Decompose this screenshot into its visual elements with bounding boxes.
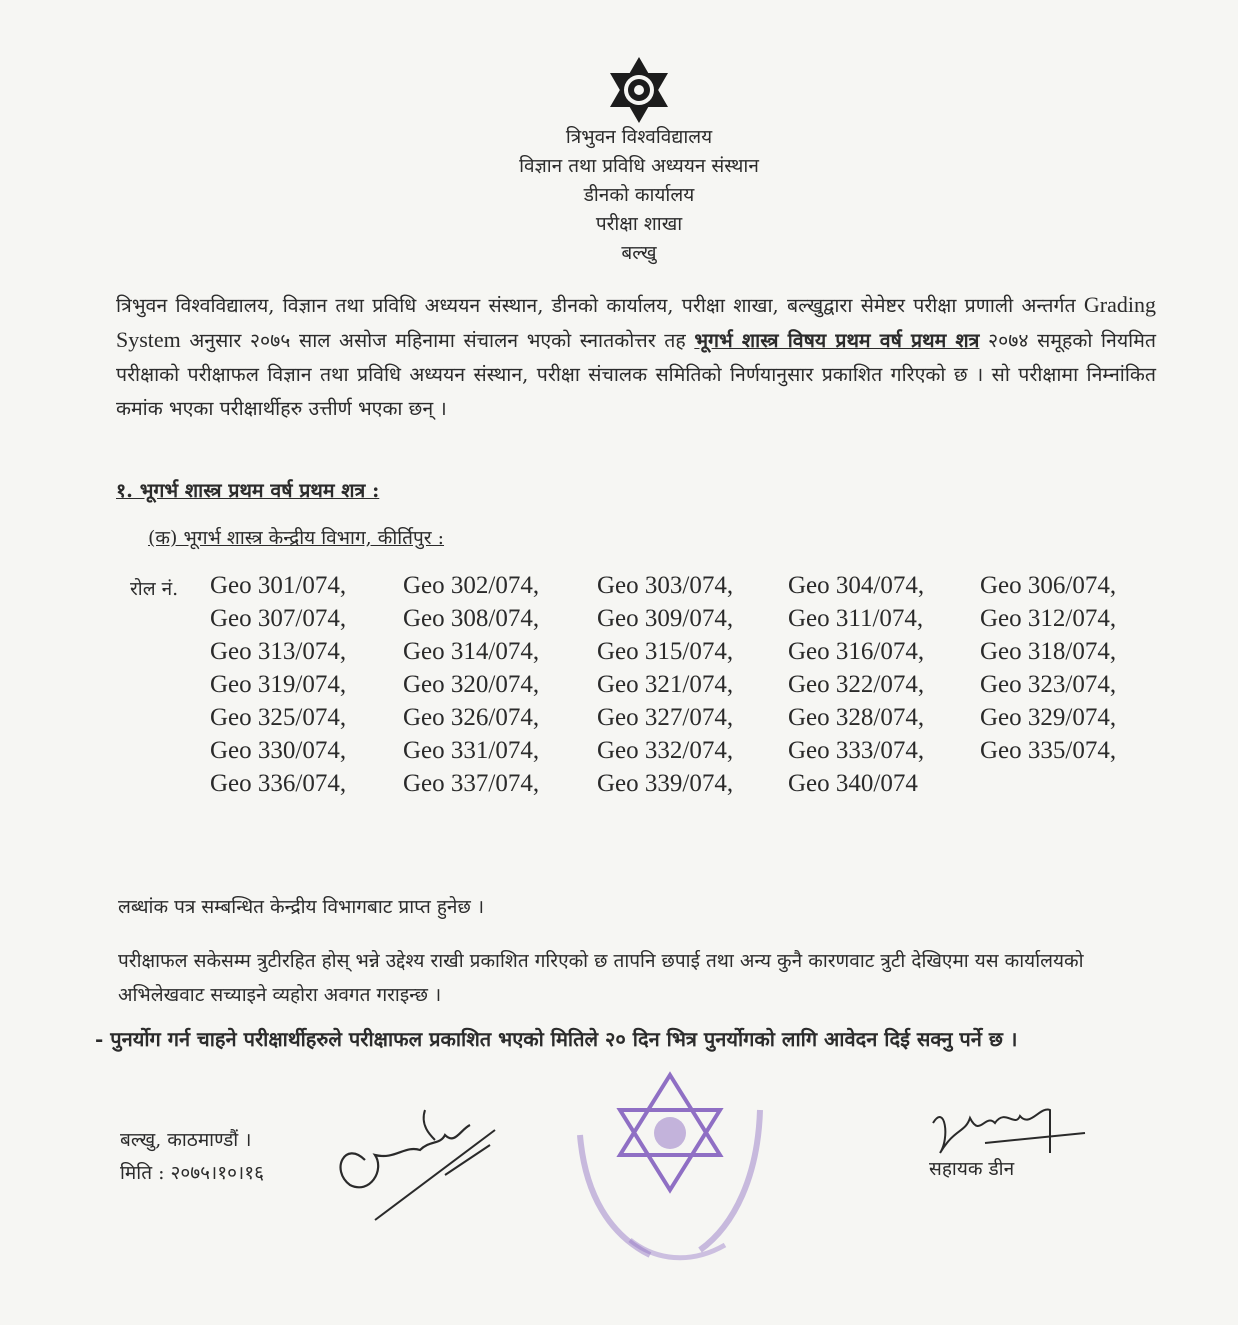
roll-number: Geo 315/074, bbox=[597, 638, 734, 665]
signature-left bbox=[325, 1100, 505, 1230]
subject-name: भूगर्भ शास्त्र विषय प्रथम वर्ष प्रथम शत्र bbox=[694, 329, 980, 352]
roll-number: Geo 329/074, bbox=[980, 704, 1117, 731]
roll-number: Geo 322/074, bbox=[788, 671, 925, 698]
intro-part-2: अनुसार २०७५ साल असोज महिनामा संचालन भएको स्नातकोत्तर तह bbox=[189, 329, 686, 352]
roll-number: Geo 318/074, bbox=[980, 638, 1117, 665]
roll-number: Geo 320/074, bbox=[403, 671, 540, 698]
roll-number: Geo 325/074, bbox=[210, 704, 347, 731]
roll-number: Geo 328/074, bbox=[788, 704, 925, 731]
roll-number: Geo 307/074, bbox=[210, 605, 347, 632]
university-emblem-icon bbox=[604, 55, 674, 125]
roll-number-label: रोल नं. bbox=[130, 578, 179, 600]
institute-name: विज्ञान तथा प्रविधि अध्ययन संस्थान bbox=[519, 155, 759, 177]
designation-text: सहायक डीन bbox=[929, 1158, 1015, 1180]
retotaling-note: - पुनर्योग गर्न चाहने परीक्षार्थीहरुले परीक्षाफल प्रकाशित भएको मितिले २० दिन भित्र पुनर्योगको लागि आवेदन दिई सक्नु पर्ने छ । bbox=[95, 1027, 1018, 1051]
roll-number: Geo 303/074, bbox=[597, 572, 734, 599]
marksheet-note: लब्धांक पत्र सम्बन्धित केन्द्रीय विभागबाट प्राप्त हुनेछ । bbox=[118, 896, 485, 918]
intro-part-1: त्रिभुवन विश्वविद्यालय, विज्ञान तथा प्रविधि अध्ययन संस्थान, डीनको कार्यालय, परीक्षा शाखा, बल्खुद्वारा सेमेष्टर परीक्षा प्रणाली अन्तर्गत bbox=[116, 294, 1076, 317]
roll-number: Geo 331/074, bbox=[403, 737, 540, 764]
roll-number: Geo 327/074, bbox=[597, 704, 734, 731]
roll-number: Geo 309/074, bbox=[597, 605, 734, 632]
section-name: परीक्षा शाखा bbox=[595, 213, 683, 235]
roll-number: Geo 319/074, bbox=[210, 671, 347, 698]
roll-number: Geo 332/074, bbox=[597, 737, 734, 764]
roll-number: Geo 339/074, bbox=[597, 770, 734, 797]
roll-number: Geo 314/074, bbox=[403, 638, 540, 665]
roll-number: Geo 312/074, bbox=[980, 605, 1117, 632]
office-seal-icon bbox=[560, 1065, 780, 1280]
roll-number: Geo 316/074, bbox=[788, 638, 925, 665]
office-name: डीनको कार्यालय bbox=[583, 184, 695, 206]
roll-number: Geo 340/074 bbox=[788, 770, 918, 797]
grading-system-text: Grading System bbox=[116, 292, 1156, 352]
roll-number: Geo 336/074, bbox=[210, 770, 347, 797]
roll-number: Geo 304/074, bbox=[788, 572, 925, 599]
roll-number: Geo 311/074, bbox=[788, 605, 924, 632]
date-text: मिति : २०७५।१०।१६ bbox=[120, 1162, 264, 1184]
intro-paragraph bbox=[116, 288, 1156, 426]
intro-part-3: २०७४ समूहको नियमित परीक्षाको परीक्षाफल विज्ञान तथा प्रविधि अध्ययन संस्थान, परीक्षा संचालक समितिको निर्णयानुसार प्रकाशित गरिएको छ । सो परीक्षामा निम्नांकित कमांक भएका परीक्षार्थीहरु उत्तीर्ण भएका छन् । bbox=[116, 329, 1156, 420]
place-text: बल्खु, काठमाण्डौं । bbox=[120, 1129, 252, 1151]
roll-number: Geo 308/074, bbox=[403, 605, 540, 632]
roll-number: Geo 313/074, bbox=[210, 638, 347, 665]
section-heading: १. भूगर्भ शास्त्र प्रथम वर्ष प्रथम शत्र : bbox=[116, 479, 380, 502]
department-heading: (क) भूगर्भ शास्त्र केन्द्रीय विभाग, कीर्तिपुर : bbox=[148, 527, 445, 549]
location-name: बल्खु bbox=[621, 242, 657, 264]
roll-number-list bbox=[210, 572, 1150, 803]
error-note: परीक्षाफल सकेसम्म त्रुटीरहित होस् भन्ने उद्देश्य राखी प्रकाशित गरिएको छ तापनि छपाई तथा अन्य कुनै कारणवाट त्रुटी देखिएमा यस कार्यालयको अभिलेखवाट सच्याइने व्यहोरा अवगत गराइन्छ । bbox=[118, 950, 1084, 1006]
roll-number: Geo 337/074, bbox=[403, 770, 540, 797]
place-date-block bbox=[120, 1124, 264, 1190]
university-name: त्रिभुवन विश्वविद्यालय bbox=[565, 126, 713, 148]
roll-number: Geo 306/074, bbox=[980, 572, 1117, 599]
roll-number: Geo 335/074, bbox=[980, 737, 1117, 764]
roll-number: Geo 330/074, bbox=[210, 737, 347, 764]
roll-number: Geo 323/074, bbox=[980, 671, 1117, 698]
roll-number: Geo 333/074, bbox=[788, 737, 925, 764]
roll-number: Geo 301/074, bbox=[210, 572, 347, 599]
roll-number: Geo 321/074, bbox=[597, 671, 734, 698]
letterhead bbox=[419, 123, 859, 268]
roll-number: Geo 326/074, bbox=[403, 704, 540, 731]
roll-number: Geo 302/074, bbox=[403, 572, 540, 599]
